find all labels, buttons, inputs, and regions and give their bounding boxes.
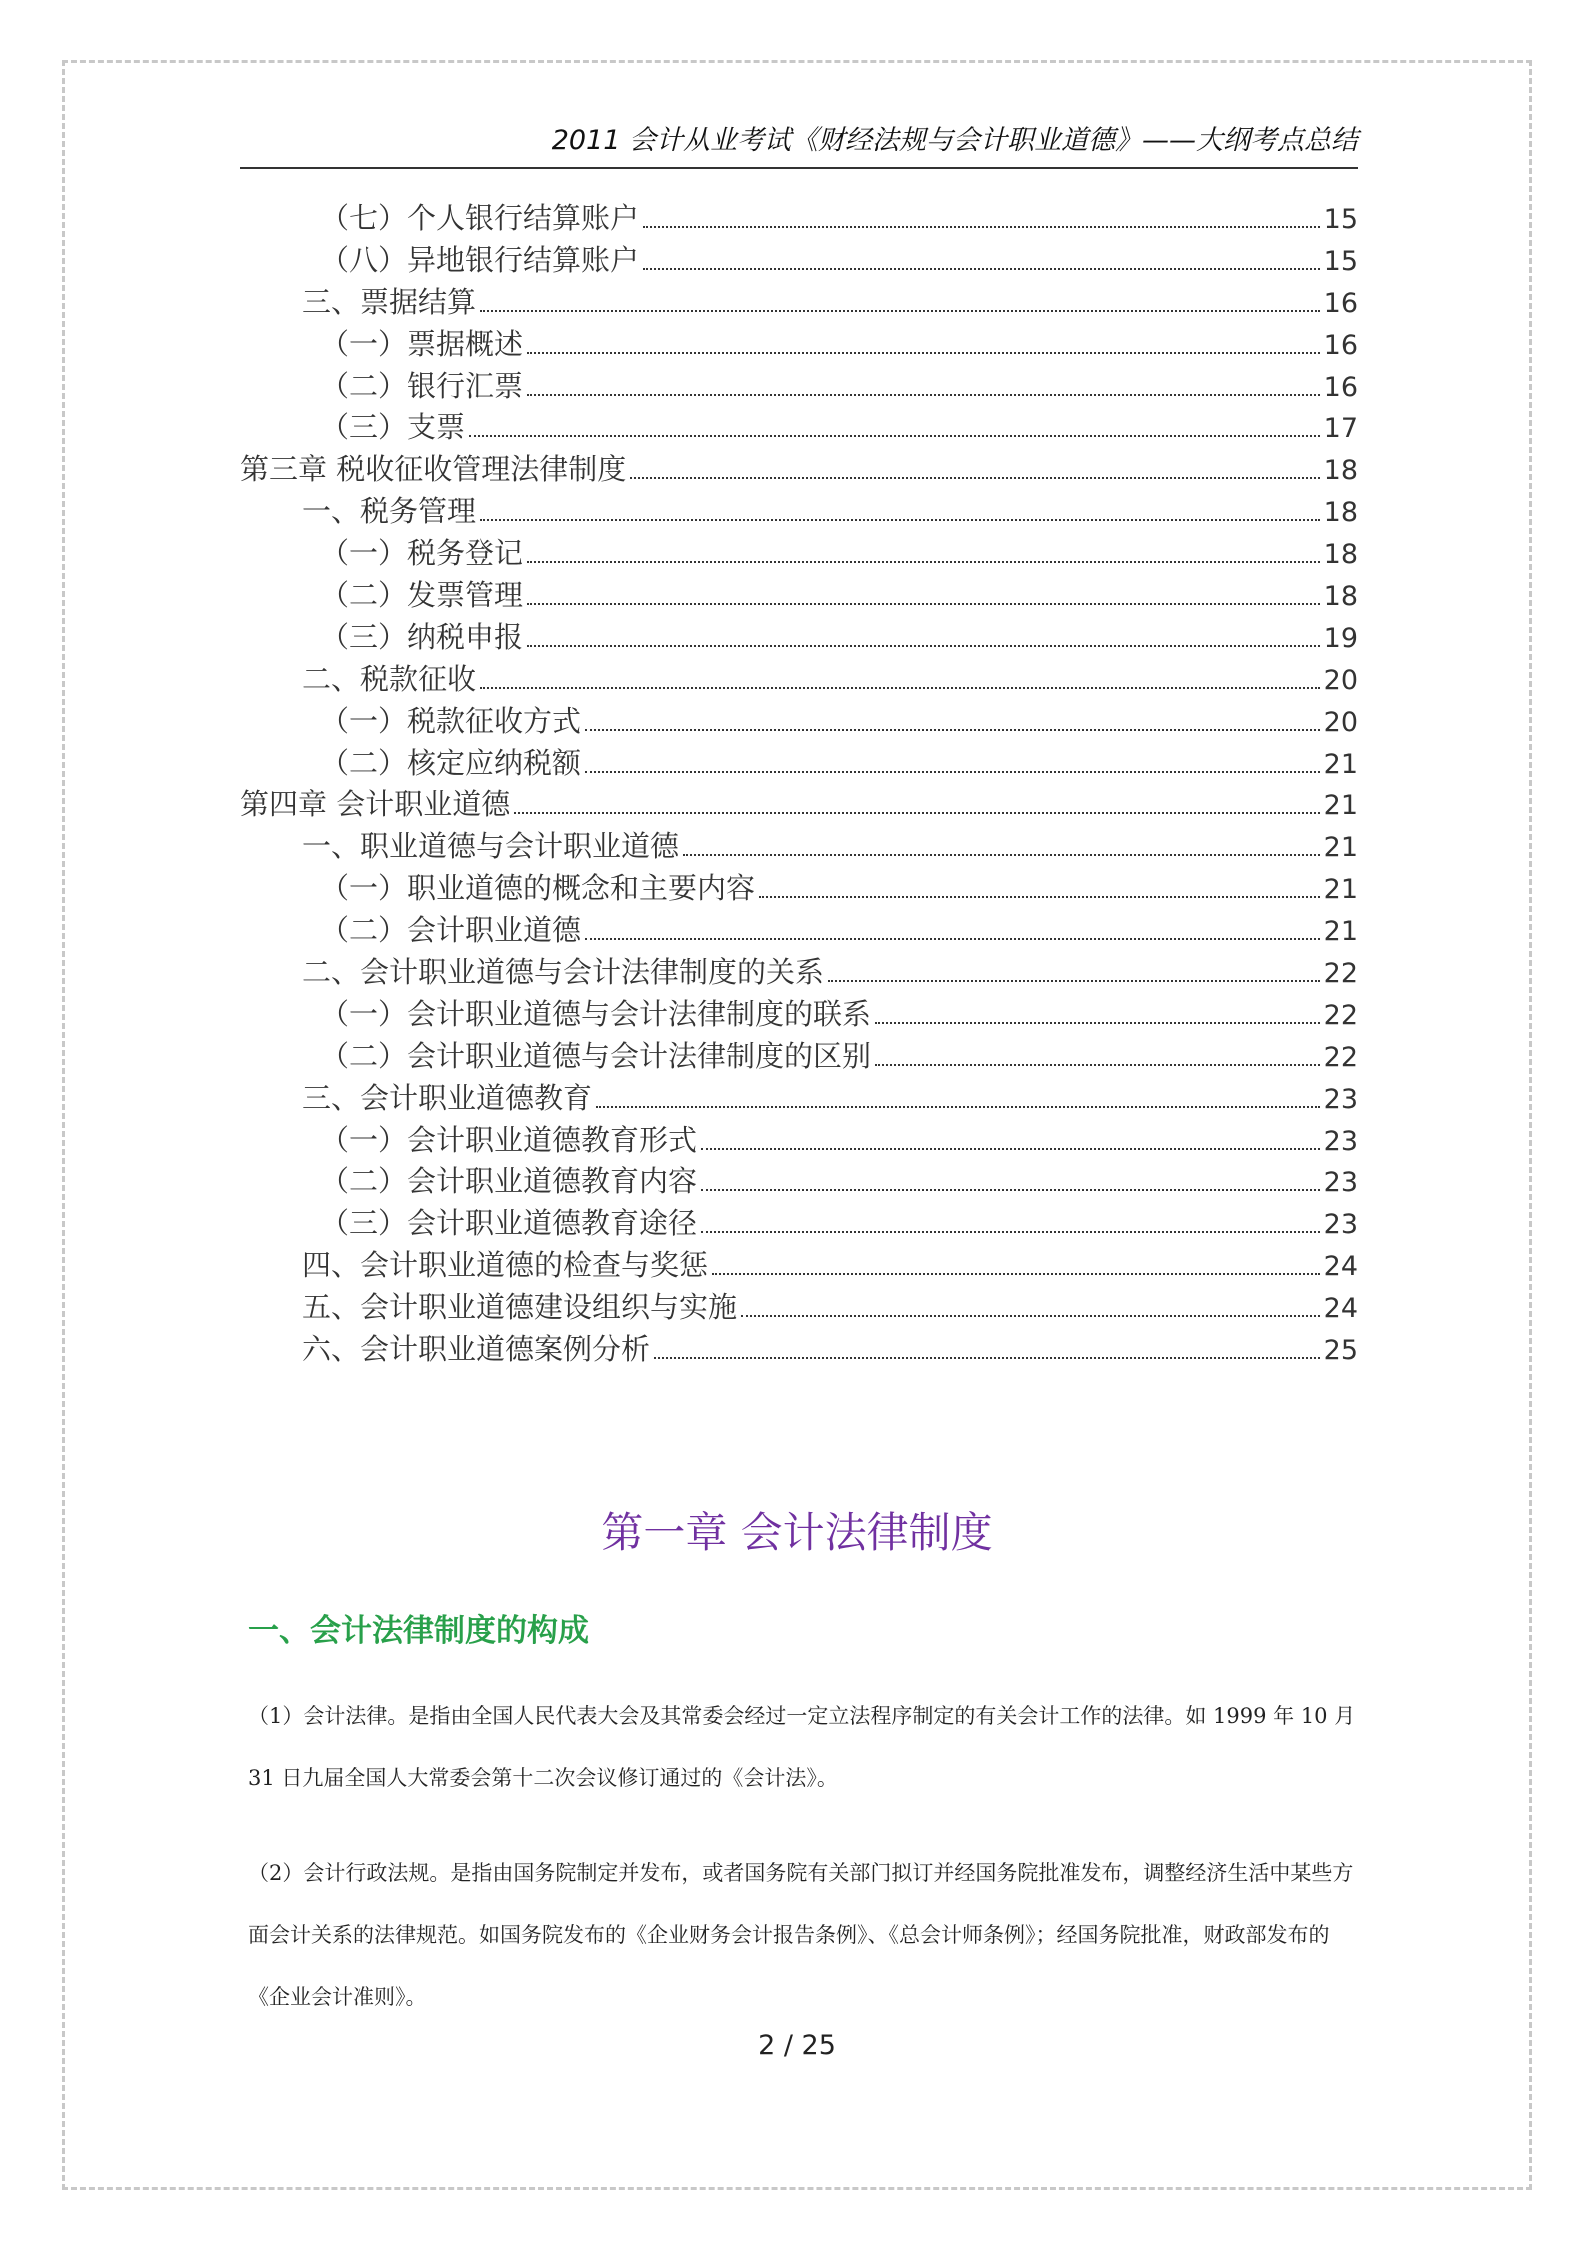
toc-entry-title: 五、会计职业道德建设组织与实施 [302,1290,738,1325]
toc-entry-page: 23 [1323,1209,1358,1241]
toc-entry[interactable] [240,659,1358,701]
toc-entry-title: （三）支票 [320,410,466,445]
toc-entry-title: （三）会计职业道德教育途径 [320,1206,698,1241]
toc-entry[interactable] [240,868,1358,910]
toc-leader-dots [527,603,1320,605]
toc-entry[interactable] [240,282,1358,324]
toc-entry-title: （二）会计职业道德与会计法律制度的区别 [320,1038,872,1073]
toc-leader-dots [480,519,1320,521]
toc-entry-page: 21 [1323,832,1358,864]
toc-entry[interactable] [240,324,1358,366]
toc-leader-dots [514,812,1319,814]
toc-entry[interactable] [240,617,1358,659]
toc-entry[interactable] [240,1078,1358,1120]
page-number: 2 / 25 [758,2030,836,2061]
toc-entry-page: 21 [1323,916,1358,948]
toc-leader-dots [585,771,1320,773]
body-paragraph: （2）会计行政法规。是指由国务院制定并发布，或者国务院有关部门拟订并经国务院批准发布，调整经济生活中某些方面会计关系的法律规范。如国务院发布的《企业财务会计报告条例》、《总会计师条例》；经国务院批准，财政部发布的《企业会计准则》。 [248,1861,1354,2009]
toc-entry-page: 15 [1323,204,1358,235]
toc-entry[interactable] [240,952,1358,994]
toc-entry-title: （二）发票管理 [320,578,524,613]
toc-entry-title: （三）纳税申报 [320,619,524,654]
toc-entry-title: （一）税款征收方式 [320,703,582,738]
toc-entry-page: 18 [1323,581,1358,613]
toc-entry[interactable] [240,491,1358,533]
toc-entry-page: 22 [1323,1041,1358,1073]
toc-leader-dots [683,854,1320,856]
toc-entry[interactable] [240,1287,1358,1329]
toc-entry-title: （一）会计职业道德与会计法律制度的联系 [320,996,872,1031]
toc-entry-title: （二）会计职业道德 [320,913,582,948]
toc-entry-page: 19 [1323,622,1358,654]
toc-leader-dots [585,938,1320,940]
toc-entry-page: 22 [1323,958,1358,990]
toc-entry-title: （二）核定应纳税额 [320,745,582,780]
toc-entry[interactable] [240,910,1358,952]
toc-leader-dots [469,435,1320,437]
toc-entry-page: 17 [1323,413,1358,445]
toc-entry-page: 24 [1323,1293,1358,1325]
toc-entry-page: 22 [1323,999,1358,1031]
toc-entry[interactable] [240,1203,1358,1245]
toc-entry[interactable] [240,366,1358,408]
toc-leader-dots [712,1273,1320,1275]
toc-entry-title: 一、职业道德与会计职业道德 [302,829,680,864]
toc-leader-dots [527,352,1320,354]
toc-leader-dots [759,896,1320,898]
toc-entry[interactable] [240,575,1358,617]
toc-entry-title: （一）税务登记 [320,536,524,571]
toc-entry-page: 20 [1323,706,1358,738]
toc-entry-title: （七）个人银行结算账户 [320,201,640,235]
toc-entry-title: （二）会计职业道德教育内容 [320,1164,698,1199]
toc-entry-page: 23 [1323,1167,1358,1199]
toc-leader-dots [480,687,1320,689]
chapter-title: 第一章 会计法律制度 [601,1508,993,1557]
toc-entry-title: （二）银行汇票 [320,368,524,403]
toc-leader-dots [875,1064,1320,1066]
toc-entry[interactable] [240,533,1358,575]
toc-leader-dots [828,980,1320,982]
toc-entry-page: 18 [1323,455,1358,487]
toc-entry-title: 二、会计职业道德与会计法律制度的关系 [302,955,825,990]
toc-leader-dots [701,1148,1320,1150]
toc-entry-page: 21 [1323,790,1358,822]
toc-leader-dots [480,310,1320,312]
toc-entry-title: 第三章 税收征收管理法律制度 [240,452,627,487]
toc-leader-dots [643,268,1320,270]
toc-entry-title: 三、票据结算 [302,284,477,319]
toc-entry-page: 18 [1323,539,1358,571]
body-paragraph: （1）会计法律。是指由全国人民代表大会及其常委会经过一定立法程序制定的有关会计工作的法律。如 1999 年 10 月 31 日九届全国人大常委会第十二次会议修订通过的《会计法》。 [248,1704,1356,1790]
toc-entry-title: 六、会计职业道德案例分析 [302,1332,651,1367]
toc-leader-dots [630,477,1319,479]
toc-entry-page: 24 [1323,1251,1358,1283]
toc-leader-dots [875,1022,1320,1024]
toc-entry-page: 21 [1323,748,1358,780]
toc-leader-dots [527,645,1320,647]
toc-entry[interactable] [240,701,1358,743]
toc-leader-dots [701,1231,1320,1233]
toc-entry[interactable] [240,449,1358,491]
toc-entry[interactable] [240,1036,1358,1078]
toc-entry-title: 四、会计职业道德的检查与奖惩 [302,1248,709,1283]
toc-entry-page: 16 [1323,371,1358,403]
toc-entry-page: 16 [1323,287,1358,319]
toc-entry-page: 23 [1323,1083,1358,1115]
toc-entry-page: 20 [1323,664,1358,696]
toc-entry-title: （一）会计职业道德教育形式 [320,1122,698,1157]
toc-entry[interactable] [240,407,1358,449]
toc-entry-page: 16 [1323,329,1358,361]
toc-leader-dots [527,561,1320,563]
toc-entry[interactable] [240,994,1358,1036]
toc-entry-title: （八）异地银行结算账户 [320,242,640,277]
toc-entry-page: 18 [1323,497,1358,529]
toc-entry[interactable] [240,1245,1358,1287]
toc-entry-title: （一）票据概述 [320,326,524,361]
toc-entry-page: 15 [1323,245,1358,277]
toc-entry[interactable] [240,1161,1358,1203]
toc-entry[interactable] [240,826,1358,868]
toc-entry-page: 23 [1323,1125,1358,1157]
toc-entry[interactable] [240,784,1358,826]
toc-leader-dots [527,394,1320,396]
toc-entry[interactable] [240,1120,1358,1162]
toc-entry-title: 第四章 会计职业道德 [240,787,511,822]
toc-entry-title: 二、税款征收 [302,661,477,696]
toc-entry[interactable] [240,743,1358,785]
toc-leader-dots [585,729,1320,731]
toc-leader-dots [654,1357,1320,1359]
toc-entry-title: 一、税务管理 [302,494,477,529]
toc-leader-dots [596,1106,1320,1108]
toc-entry[interactable] [240,1329,1358,1371]
toc-entry-title: 三、会计职业道德教育 [302,1080,593,1115]
toc-entry-page: 21 [1323,874,1358,906]
section-heading: 一、会计法律制度的构成 [248,1613,589,1649]
toc-leader-dots [741,1315,1320,1317]
running-header: 2011 会计从业考试《财经法规与会计职业道德》——大纲考点总结 [240,118,1358,169]
toc-entry[interactable] [240,240,1358,282]
toc-entry-page: 25 [1323,1335,1358,1367]
toc-entry[interactable] [240,198,1358,240]
table-of-contents [240,198,1358,1371]
toc-entry-title: （一）职业道德的概念和主要内容 [320,871,756,906]
toc-leader-dots [701,1189,1320,1191]
toc-leader-dots [643,226,1320,228]
